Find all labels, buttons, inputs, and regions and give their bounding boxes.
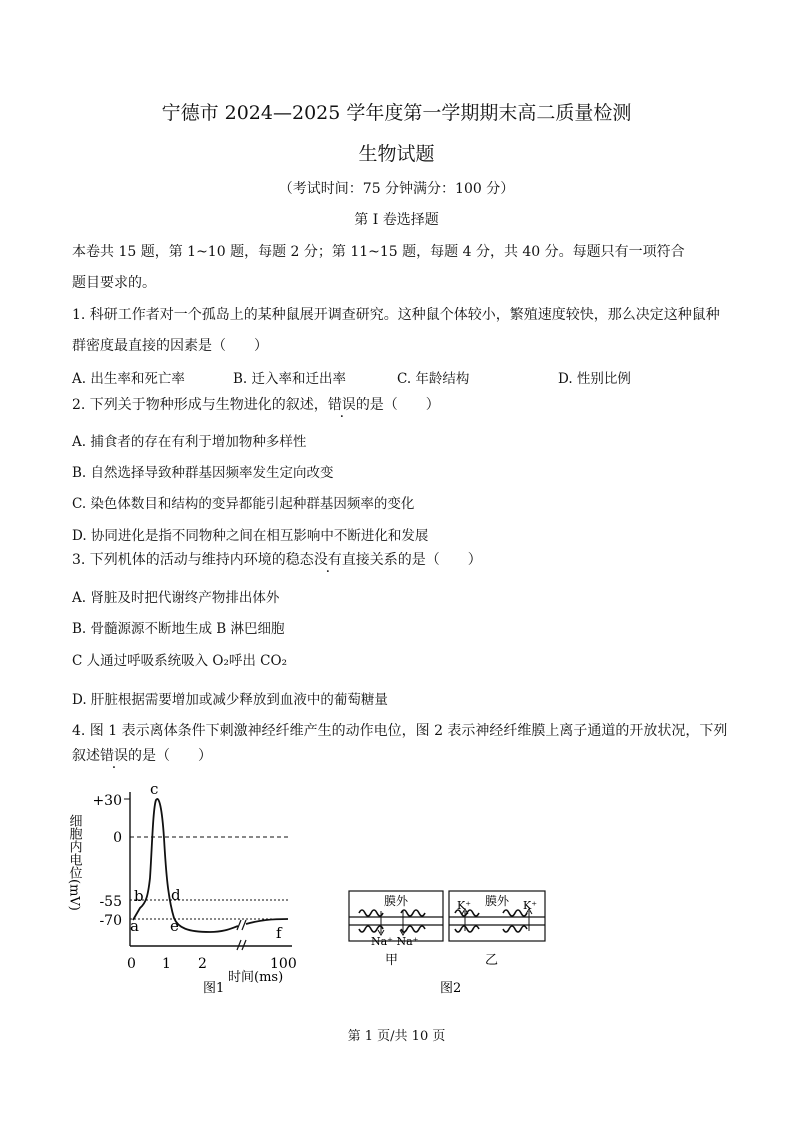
y-tick-label: -55 xyxy=(99,894,122,910)
panel-yi-outside-label: 膜外 xyxy=(485,894,510,908)
q4-post: 的是（ ） xyxy=(128,748,212,764)
question-4-stem: 4. 图 1 表示离体条件下刺激神经纤维产生的动作电位，图 2 表示神经纤维膜上离子通道的开放状况，下列 xyxy=(72,723,728,739)
question-3-option-b: B. 骨髓源源不断地生成 B 淋巴细胞 xyxy=(72,621,285,637)
question-1-option-c: C. 年龄结构 xyxy=(397,371,470,387)
question-2-option-c: C. 染色体数目和结构的变异都能引起种群基因频率的变化 xyxy=(72,496,415,512)
x-axis-label: 时间(ms) xyxy=(228,970,284,985)
question-3-option-d: D. 肝脏根据需要增加或减少释放到血液中的葡萄糖量 xyxy=(72,692,388,708)
instructions-line1: 本卷共 15 题，第 1~10 题，每题 2 分；第 11~15 题，每题 4 分，共 40 分。每题只有一项符合 xyxy=(72,244,685,260)
y-axis-label: 细胞内电位(mV) xyxy=(66,814,82,911)
point-label-b: b xyxy=(134,887,144,905)
figure-2-caption: 图2 xyxy=(440,981,462,996)
q3-emphasis: 没有 xyxy=(313,552,342,568)
q2-emphasis: 错误 xyxy=(327,397,356,413)
question-3-option-c: C 人通过呼吸系统吸入 O₂呼出 CO₂ xyxy=(72,653,287,669)
question-2-option-b: B. 自然选择导致种群基因频率发生定向改变 xyxy=(72,465,334,481)
question-3-option-a: A. 肾脏及时把代谢终产物排出体外 xyxy=(72,590,280,606)
point-label-d: d xyxy=(171,886,181,904)
subject-title: 生物试题 xyxy=(358,143,435,165)
axis-break-mark xyxy=(237,940,241,950)
x-tick-label: 0 xyxy=(127,956,136,972)
action-potential-curve xyxy=(133,799,238,932)
panel-jia-outside-label: 膜外 xyxy=(384,894,409,908)
panel-yi-label: 乙 xyxy=(485,953,499,968)
axis-break-mark xyxy=(242,940,246,950)
panel-jia-label: 甲 xyxy=(385,953,399,968)
panel-yi-ion-label-right: K⁺ xyxy=(523,899,538,912)
q2-pre: 2. 下列关于物种形成与生物进化的叙述， xyxy=(72,397,328,413)
question-4-stem-cont xyxy=(72,745,212,765)
section-title: 第 I 卷选择题 xyxy=(354,212,439,228)
figure-1-action-potential xyxy=(60,778,300,998)
point-label-a: a xyxy=(130,917,139,935)
figure-1-caption: 图1 xyxy=(203,981,225,996)
q3-post: 直接关系的是（ ） xyxy=(341,552,482,568)
page-footer: 第 1 页/共 10 页 xyxy=(347,1029,446,1044)
point-label-c: c xyxy=(150,780,159,798)
q2-post: 的是（ ） xyxy=(355,397,440,413)
figure-2-ion-channels xyxy=(345,887,550,997)
question-1-stem-cont: 群密度最直接的因素是（ ） xyxy=(72,338,268,354)
question-1-option-a: A. 出生率和死亡率 xyxy=(72,371,185,387)
point-label-e: e xyxy=(170,917,179,935)
question-2-option-a: A. 捕食者的存在有利于增加物种多样性 xyxy=(72,434,307,450)
y-tick-label: 0 xyxy=(113,830,122,846)
x-tick-label: 100 xyxy=(270,956,297,972)
axis-break-mark xyxy=(242,920,246,930)
y-tick-label: -70 xyxy=(99,913,122,929)
question-2-option-d: D. 协同进化是指不同物种之间在相互影响中不断进化和发展 xyxy=(72,528,429,544)
question-3-stem xyxy=(72,549,482,569)
x-tick-label: 1 xyxy=(162,956,171,972)
question-1-option-d: D. 性别比例 xyxy=(558,371,631,387)
x-tick-label: 2 xyxy=(198,956,207,972)
recovery-curve xyxy=(246,919,288,924)
instructions-line2: 题目要求的。 xyxy=(72,275,156,291)
panel-jia-ion-label: Na⁺ Na⁺ xyxy=(371,935,419,948)
exam-info: （考试时间：75 分钟满分：100 分） xyxy=(278,181,515,197)
question-2-stem xyxy=(72,394,440,414)
axis-break-mark xyxy=(237,920,241,930)
question-1-option-b: B. 迁入率和迁出率 xyxy=(233,371,347,387)
q4-emphasis: 错误 xyxy=(100,748,128,764)
point-label-f: f xyxy=(276,924,282,942)
q4-pre: 叙述 xyxy=(72,748,100,764)
panel-yi-ion-label-left: K⁺ xyxy=(457,899,472,912)
exam-title: 宁德市 2024—2025 学年度第一学期期末高二质量检测 xyxy=(161,102,632,124)
y-tick-label: +30 xyxy=(92,793,122,809)
question-1-stem: 1. 科研工作者对一个孤岛上的某种鼠展开调查研究。这种鼠个体较小，繁殖速度较快，那么决定这种鼠种 xyxy=(72,307,720,323)
q3-pre: 3. 下列机体的活动与维持内环境的稳态 xyxy=(72,552,314,568)
